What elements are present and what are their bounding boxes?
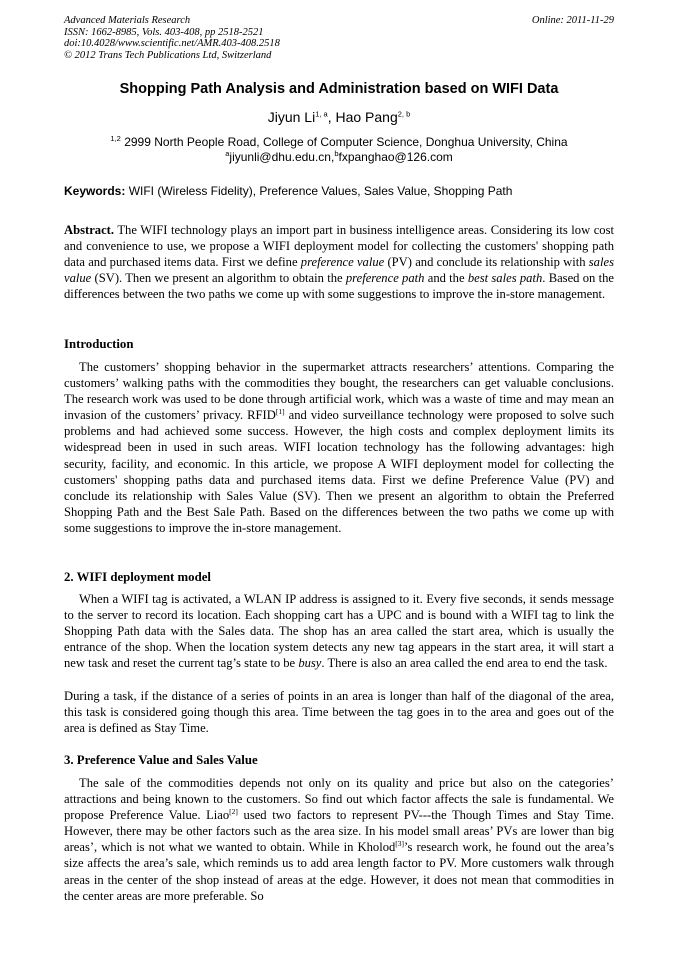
abstract-label: Abstract. [64,223,115,237]
author-line [0,108,678,126]
email-superscript: b [334,149,339,158]
preference-value-paragraph [64,775,614,904]
section-heading-preference-value: 3. Preference Value and Sales Value [64,753,258,767]
keywords [64,183,624,199]
author-superscript: 2, b [397,109,411,119]
wifi-deployment-paragraph [64,591,614,671]
body-text: used two factors to represent PV---the Though Times and Stay Time. However, there may be other factors such as the area size. In his model small areas’ PVs are lower than big areas’, which is not what we wanted to obtain. While in Kholod [64,808,614,855]
body-text: . There is also an area called the end area to end the task. [321,656,608,671]
body-text: and video surveillance technology were proposed to solve such problems and had achieved some success. However, the high costs and complex deployment limits its widespread been in used in such areas. WIFI location technology has the following advantages: high security, facility, and economic. In this article, we propose A WIFI deployment model for collecting the customers' shopping paths data and purchased items data. First we define Preference Value (PV) and conclude its relationship with Sales Value (SV). Then we present an algorithm to obtain the Preferred Shopping Path and the Best Sale Path. Based on the differences between the two paths we come up with some suggestions to improve the in-store management. [64,408,615,535]
citation: [3] [395,839,405,849]
affiliation-superscript: 1,2 [110,134,121,143]
abstract-text: (PV) and conclude its relationship with [384,255,589,270]
email-line [0,149,678,165]
abstract-term: best sales path [467,271,543,286]
keywords-label: Keywords: [64,184,126,198]
online-date: Online: 2011-11-29 [531,15,614,26]
email-superscript: a [225,149,230,158]
doi-line: doi:10.4028/www.scientific.net/AMR.403-408.2518 [64,38,280,49]
body-text: ’s research work, he found out the area’s size affects the area’s sale, which reminds us to add area length factor to PV. More customers walk through areas in the center of the shop instead of areas at the edge. However, it does not mean that commodities in the center areas are more preferable. So [64,840,614,903]
journal-header [64,15,280,61]
author-name: Jiyun Li [267,109,316,125]
abstract-term: sales value [64,255,614,286]
email-address: fxpanghao@126.com [338,150,453,164]
affiliation [0,134,678,150]
copyright-line: © 2012 Trans Tech Publications Ltd, Switzerland [64,49,272,61]
section-heading-introduction: Introduction [64,337,134,351]
abstract-text: and the [424,271,468,286]
email-address: jiyunli@dhu.edu.cn, [229,150,335,164]
abstract-text: (SV). Then we present an algorithm to obtain the [91,271,346,286]
body-text: The customers’ shopping behavior in the supermarket attracts researchers’ attentions. Comparing the customers’ walking paths with the commodities they bought, the researchers can get valuable conclusions. The research work was used to be done through artificial work, which was a waste of time and may mean an invasion of the customers’ privacy. RFID [64,360,614,423]
citation: [1] [275,407,285,417]
citation: [2] [229,807,238,816]
introduction-paragraph [64,359,614,536]
body-text: The sale of the commodities depends not only on its quality and price but also on the categories’ attractions and being known to the customers. So find out which factor affects the sale is fundamental. We propose Preference Value. Liao [64,776,614,823]
abstract-term: preference path [345,271,425,286]
abstract-text: . Based on the differences between the two paths we come up with some suggestions to improve the in-store management. [64,271,614,302]
body-text: When a WIFI tag is activated, a WLAN IP address is assigned to it. Every five seconds, it sends message to the server to record its location. Each shopping cart has a UPC and is bound with a WIFI tag to link the Shopping Path data with the Sales data. The shop has an area called the start area, which is usually the entrance of the shop. When the location system detects any new tag appears in the start area, it will start a new task and reset the current tag’s state to be [64,592,614,671]
abstract [64,222,614,302]
journal-name: Advanced Materials Research [64,15,191,26]
author-name: Hao Pang [335,109,398,125]
issn-line: ISSN: 1662-8985, Vols. 403-408, pp 2518-2521 [64,26,264,38]
author-superscript: 1, a [315,109,328,119]
section-heading-wifi-deployment: 2. WIFI deployment model [64,570,211,584]
affiliation-text: 2999 North People Road, College of Computer Science, Donghua University, China [120,135,568,149]
emphasis-text: busy [298,656,322,671]
keywords-text: WIFI (Wireless Fidelity), Preference Values, Sales Value, Shopping Path [125,184,513,198]
abstract-text: The WIFI technology plays an import part in business intelligence areas. Considering its low cost and convenience to use, we propose a WIFI deployment model for collecting the customers' shopping path data and purchased items data. First we define [64,223,614,270]
author-separator: , [327,109,336,125]
paper-title: Shopping Path Analysis and Administration based on WIFI Data [119,81,559,97]
abstract-term: preference value [300,255,385,270]
wifi-deployment-paragraph-2: During a task, if the distance of a series of points in an area is longer than half of the diagonal of the area, this task is considered going though this area. Time between the tag goes in to the area and goes out of the area is defined as Stay Time. [64,689,614,736]
